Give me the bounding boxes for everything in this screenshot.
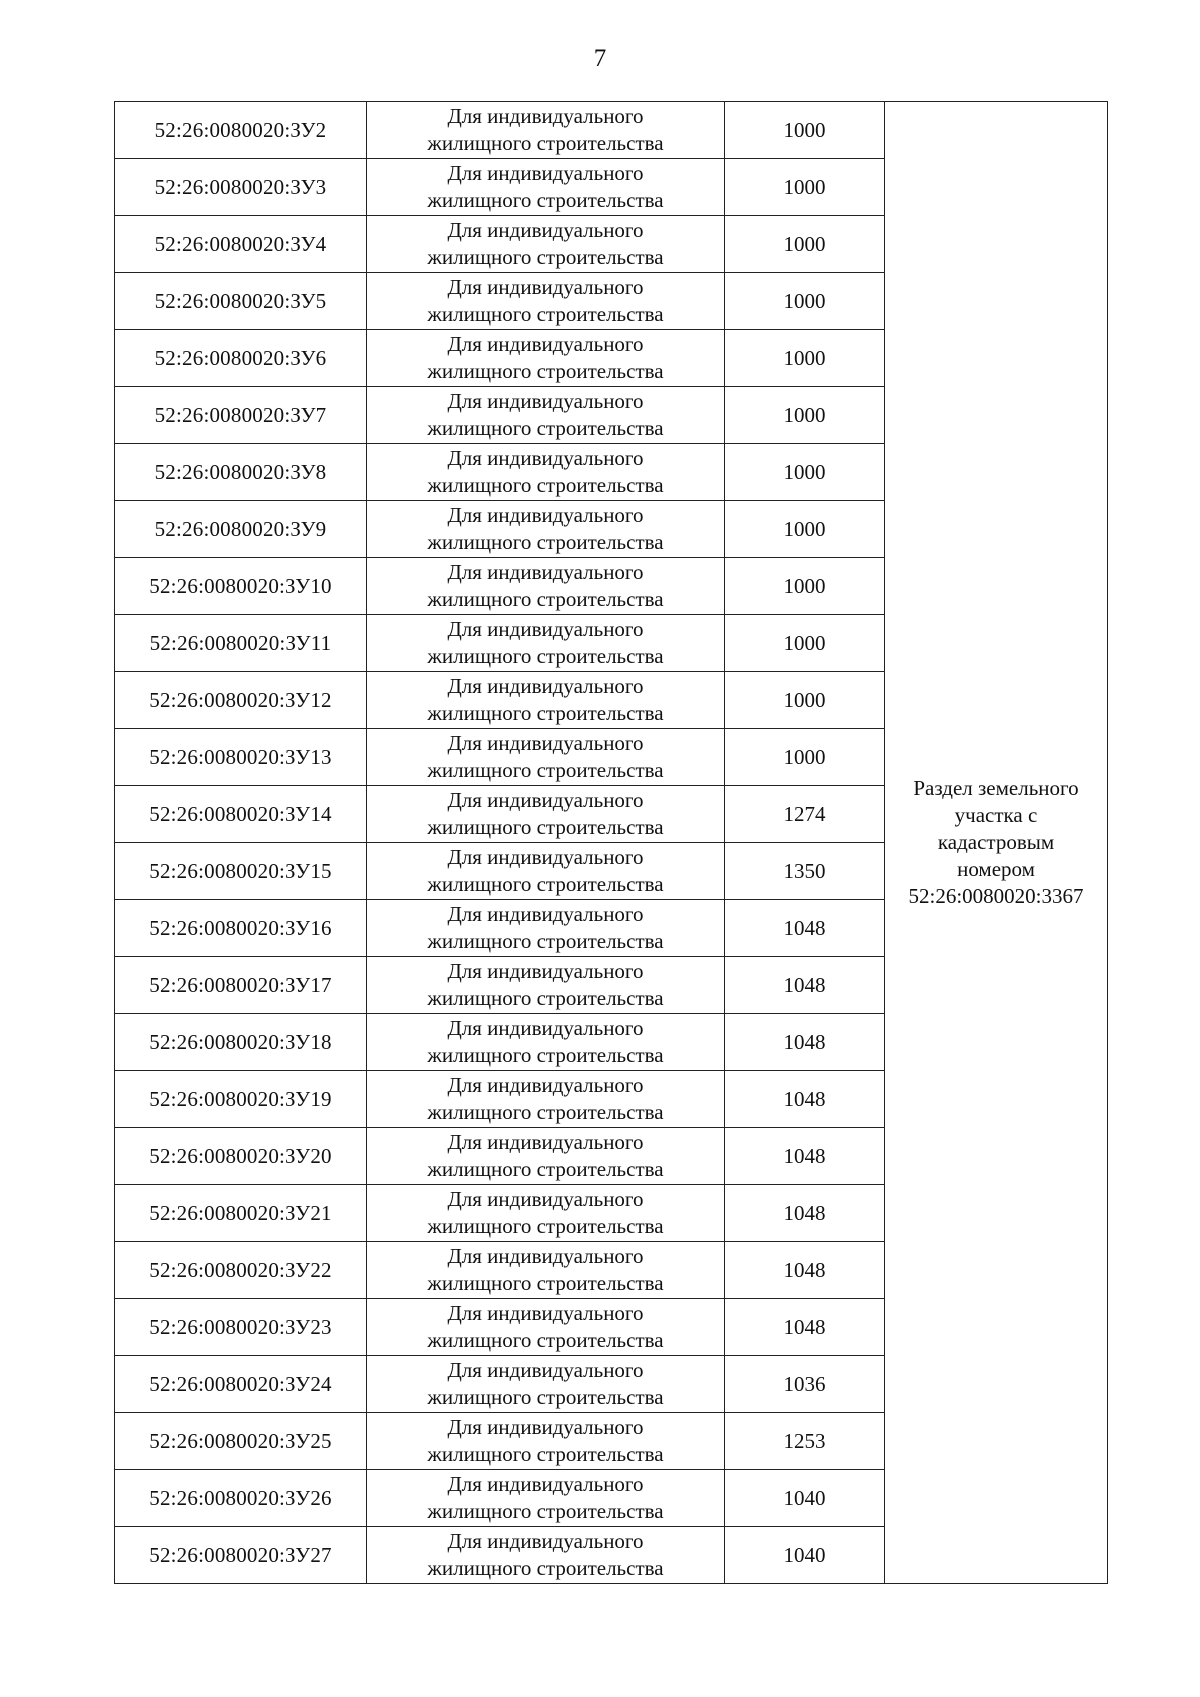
permitted-use-line: Для индивидуального: [447, 161, 644, 185]
permitted-use-cell: [367, 1299, 725, 1356]
permitted-use-line: Для индивидуального: [447, 674, 644, 698]
permitted-use-line: жилищного строительства: [427, 1043, 664, 1067]
permitted-use-line: Для индивидуального: [447, 446, 644, 470]
formation-method-line: участка с: [954, 803, 1038, 827]
cadastral-number-cell: 52:26:0080020:ЗУ18: [115, 1014, 367, 1071]
permitted-use-line: жилищного строительства: [427, 359, 664, 383]
permitted-use-line: Для индивидуального: [447, 902, 644, 926]
area-cell: 1048: [725, 957, 885, 1014]
permitted-use-line: жилищного строительства: [427, 416, 664, 440]
permitted-use-line: Для индивидуального: [447, 1358, 644, 1382]
area-cell: 1000: [725, 672, 885, 729]
permitted-use-line: жилищного строительства: [427, 587, 664, 611]
land-plots-table-body: [115, 102, 1108, 1584]
table-row: [115, 102, 1108, 159]
formation-method-line: номером: [957, 857, 1035, 881]
area-cell: 1048: [725, 1128, 885, 1185]
area-cell: 1048: [725, 1185, 885, 1242]
permitted-use-line: Для индивидуального: [447, 788, 644, 812]
permitted-use-line: жилищного строительства: [427, 473, 664, 497]
cadastral-number-cell: 52:26:0080020:ЗУ25: [115, 1413, 367, 1470]
permitted-use-line: Для индивидуального: [447, 218, 644, 242]
area-cell: 1040: [725, 1470, 885, 1527]
area-cell: 1048: [725, 900, 885, 957]
permitted-use-cell: [367, 900, 725, 957]
permitted-use-cell: [367, 273, 725, 330]
area-cell: 1000: [725, 273, 885, 330]
cadastral-number-cell: 52:26:0080020:ЗУ22: [115, 1242, 367, 1299]
area-cell: 1000: [725, 216, 885, 273]
cadastral-number-cell: 52:26:0080020:ЗУ13: [115, 729, 367, 786]
cadastral-number-cell: 52:26:0080020:ЗУ24: [115, 1356, 367, 1413]
permitted-use-line: жилищного строительства: [427, 1442, 664, 1466]
permitted-use-cell: [367, 387, 725, 444]
area-cell: 1274: [725, 786, 885, 843]
cadastral-number-cell: 52:26:0080020:ЗУ12: [115, 672, 367, 729]
permitted-use-line: Для индивидуального: [447, 1244, 644, 1268]
cadastral-number-cell: 52:26:0080020:ЗУ27: [115, 1527, 367, 1584]
permitted-use-line: Для индивидуального: [447, 389, 644, 413]
permitted-use-line: жилищного строительства: [427, 1214, 664, 1238]
cadastral-number-cell: 52:26:0080020:ЗУ16: [115, 900, 367, 957]
permitted-use-line: жилищного строительства: [427, 986, 664, 1010]
area-cell: 1048: [725, 1242, 885, 1299]
formation-method-line: 52:26:0080020:3367: [908, 884, 1084, 908]
permitted-use-line: жилищного строительства: [427, 701, 664, 725]
cadastral-number-cell: 52:26:0080020:ЗУ20: [115, 1128, 367, 1185]
permitted-use-line: жилищного строительства: [427, 188, 664, 212]
permitted-use-cell: [367, 1413, 725, 1470]
cadastral-number-cell: 52:26:0080020:ЗУ14: [115, 786, 367, 843]
permitted-use-line: Для индивидуального: [447, 332, 644, 356]
permitted-use-line: жилищного строительства: [427, 1328, 664, 1352]
permitted-use-line: жилищного строительства: [427, 929, 664, 953]
area-cell: 1040: [725, 1527, 885, 1584]
permitted-use-line: Для индивидуального: [447, 503, 644, 527]
cadastral-number-cell: 52:26:0080020:ЗУ9: [115, 501, 367, 558]
area-cell: 1253: [725, 1413, 885, 1470]
permitted-use-line: Для индивидуального: [447, 959, 644, 983]
permitted-use-cell: [367, 729, 725, 786]
permitted-use-cell: [367, 1128, 725, 1185]
permitted-use-line: жилищного строительства: [427, 1385, 664, 1409]
permitted-use-line: Для индивидуального: [447, 1016, 644, 1040]
area-cell: 1350: [725, 843, 885, 900]
permitted-use-line: жилищного строительства: [427, 1271, 664, 1295]
permitted-use-cell: [367, 1356, 725, 1413]
cadastral-number-cell: 52:26:0080020:ЗУ5: [115, 273, 367, 330]
permitted-use-line: жилищного строительства: [427, 530, 664, 554]
cadastral-number-cell: 52:26:0080020:ЗУ17: [115, 957, 367, 1014]
cadastral-number-cell: 52:26:0080020:ЗУ10: [115, 558, 367, 615]
permitted-use-cell: [367, 558, 725, 615]
permitted-use-line: жилищного строительства: [427, 131, 664, 155]
permitted-use-cell: [367, 159, 725, 216]
cadastral-number-cell: 52:26:0080020:ЗУ19: [115, 1071, 367, 1128]
permitted-use-line: жилищного строительства: [427, 758, 664, 782]
cadastral-number-cell: 52:26:0080020:ЗУ2: [115, 102, 367, 159]
cadastral-number-cell: 52:26:0080020:ЗУ21: [115, 1185, 367, 1242]
permitted-use-cell: [367, 786, 725, 843]
cadastral-number-cell: 52:26:0080020:ЗУ23: [115, 1299, 367, 1356]
permitted-use-line: жилищного строительства: [427, 245, 664, 269]
area-cell: 1000: [725, 501, 885, 558]
permitted-use-cell: [367, 102, 725, 159]
permitted-use-line: Для индивидуального: [447, 617, 644, 641]
area-cell: 1000: [725, 444, 885, 501]
area-cell: 1000: [725, 729, 885, 786]
area-cell: 1000: [725, 387, 885, 444]
permitted-use-line: Для индивидуального: [447, 1301, 644, 1325]
permitted-use-line: жилищного строительства: [427, 1556, 664, 1580]
permitted-use-cell: [367, 216, 725, 273]
permitted-use-line: жилищного строительства: [427, 815, 664, 839]
formation-method-line: Раздел земельного: [913, 776, 1079, 800]
permitted-use-line: Для индивидуального: [447, 845, 644, 869]
permitted-use-line: Для индивидуального: [447, 1529, 644, 1553]
permitted-use-line: Для индивидуального: [447, 1187, 644, 1211]
permitted-use-line: жилищного строительства: [427, 302, 664, 326]
area-cell: 1048: [725, 1071, 885, 1128]
area-cell: 1000: [725, 159, 885, 216]
land-plots-table: [114, 101, 1108, 1584]
permitted-use-cell: [367, 1185, 725, 1242]
permitted-use-line: Для индивидуального: [447, 1415, 644, 1439]
permitted-use-line: Для индивидуального: [447, 731, 644, 755]
cadastral-number-cell: 52:26:0080020:ЗУ6: [115, 330, 367, 387]
cadastral-number-cell: 52:26:0080020:ЗУ7: [115, 387, 367, 444]
permitted-use-cell: [367, 615, 725, 672]
cadastral-number-cell: 52:26:0080020:ЗУ4: [115, 216, 367, 273]
permitted-use-line: Для индивидуального: [447, 1073, 644, 1097]
permitted-use-line: Для индивидуального: [447, 1130, 644, 1154]
cadastral-number-cell: 52:26:0080020:ЗУ26: [115, 1470, 367, 1527]
permitted-use-cell: [367, 1014, 725, 1071]
permitted-use-line: Для индивидуального: [447, 275, 644, 299]
permitted-use-line: жилищного строительства: [427, 1499, 664, 1523]
area-cell: 1048: [725, 1299, 885, 1356]
area-cell: 1048: [725, 1014, 885, 1071]
cadastral-number-cell: 52:26:0080020:ЗУ11: [115, 615, 367, 672]
permitted-use-cell: [367, 444, 725, 501]
permitted-use-cell: [367, 1242, 725, 1299]
permitted-use-cell: [367, 1527, 725, 1584]
permitted-use-cell: [367, 957, 725, 1014]
permitted-use-cell: [367, 501, 725, 558]
cadastral-number-cell: 52:26:0080020:ЗУ8: [115, 444, 367, 501]
permitted-use-line: жилищного строительства: [427, 872, 664, 896]
permitted-use-cell: [367, 672, 725, 729]
page-number: 7: [593, 45, 607, 72]
permitted-use-cell: [367, 330, 725, 387]
area-cell: 1036: [725, 1356, 885, 1413]
area-cell: 1000: [725, 615, 885, 672]
permitted-use-line: жилищного строительства: [427, 644, 664, 668]
permitted-use-line: Для индивидуального: [447, 560, 644, 584]
cadastral-number-cell: 52:26:0080020:ЗУ3: [115, 159, 367, 216]
permitted-use-line: жилищного строительства: [427, 1157, 664, 1181]
cadastral-number-cell: 52:26:0080020:ЗУ15: [115, 843, 367, 900]
permitted-use-line: Для индивидуального: [447, 104, 644, 128]
area-cell: 1000: [725, 330, 885, 387]
permitted-use-cell: [367, 1470, 725, 1527]
permitted-use-cell: [367, 1071, 725, 1128]
area-cell: 1000: [725, 102, 885, 159]
formation-method-line: кадастровым: [937, 830, 1055, 854]
permitted-use-cell: [367, 843, 725, 900]
area-cell: 1000: [725, 558, 885, 615]
permitted-use-line: жилищного строительства: [427, 1100, 664, 1124]
permitted-use-line: Для индивидуального: [447, 1472, 644, 1496]
formation-method-cell: [885, 102, 1108, 1584]
